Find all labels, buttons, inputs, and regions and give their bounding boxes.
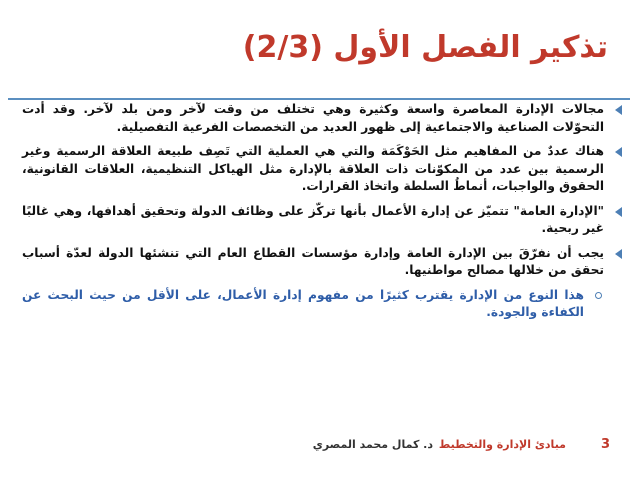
bullet-text: "الإدارة العامة" تتميّز عن إدارة الأعمال بأنها تركّز على وظائف الدولة وتحقيق أهدافها، وهي غالبًا غير ربحية. [22, 203, 604, 235]
slide-body [22, 101, 622, 322]
bullet-item [22, 101, 622, 136]
slide-title-text: تذكير الفصل الأول [322, 30, 608, 65]
bullet-text: يجب أن نفرّقَ بين الإدارة العامة وإدارة مؤسسات القطاع العام التي تنشئها الدولة لعدّة أسباب تحقق من خلالها مصالح مواطنيها. [22, 245, 604, 277]
arrow-bullet-icon [615, 147, 622, 157]
page-number: 3 [600, 437, 610, 452]
course-name: مبادئ الإدارة والتخطيط [438, 438, 566, 451]
bullet-text: هناك عددٌ من المفاهيم مثل الحَوْكَمَة والتي هي العملية التي تَصِف طبيعة العلاقة الرسمية وغير الرسمية بين عدد من المكوّنات ذات العلاقة بالإدارة مثل الهياكل التنظيمية، العلاقات القانونية، الحقوق والواجبات، أنماطُ السلطة واتخاذ القرارات. [22, 144, 604, 193]
slide-title-number: (2/3) [242, 30, 323, 65]
author-name: د. كمال محمد المصري [312, 438, 433, 451]
title-divider [8, 98, 630, 100]
bullet-item [22, 245, 622, 280]
circle-bullet-icon [595, 292, 602, 299]
arrow-bullet-icon [615, 105, 622, 115]
bullet-item [22, 203, 622, 238]
bullet-item [22, 143, 622, 196]
arrow-bullet-icon [615, 207, 622, 217]
slide-title [30, 30, 608, 65]
sub-bullet-item [22, 287, 622, 322]
bullet-text: مجالات الإدارة المعاصرة واسعة وكثيرة وهي تختلف من وقت لآخر ومن بلد لآخر. وقد أدت التحوّلات الصناعية والاجتماعية إلى ظهور العديد من التخصصات الفرعية التفصيلية. [22, 102, 604, 134]
sub-bullet-text: هذا النوع من الإدارة يقترب كثيرًا من مفهوم إدارة الأعمال، على الأقل من حيث البحث عن الكفاءة والجودة. [22, 287, 584, 319]
slide-footer [20, 437, 618, 457]
arrow-bullet-icon [615, 249, 622, 259]
